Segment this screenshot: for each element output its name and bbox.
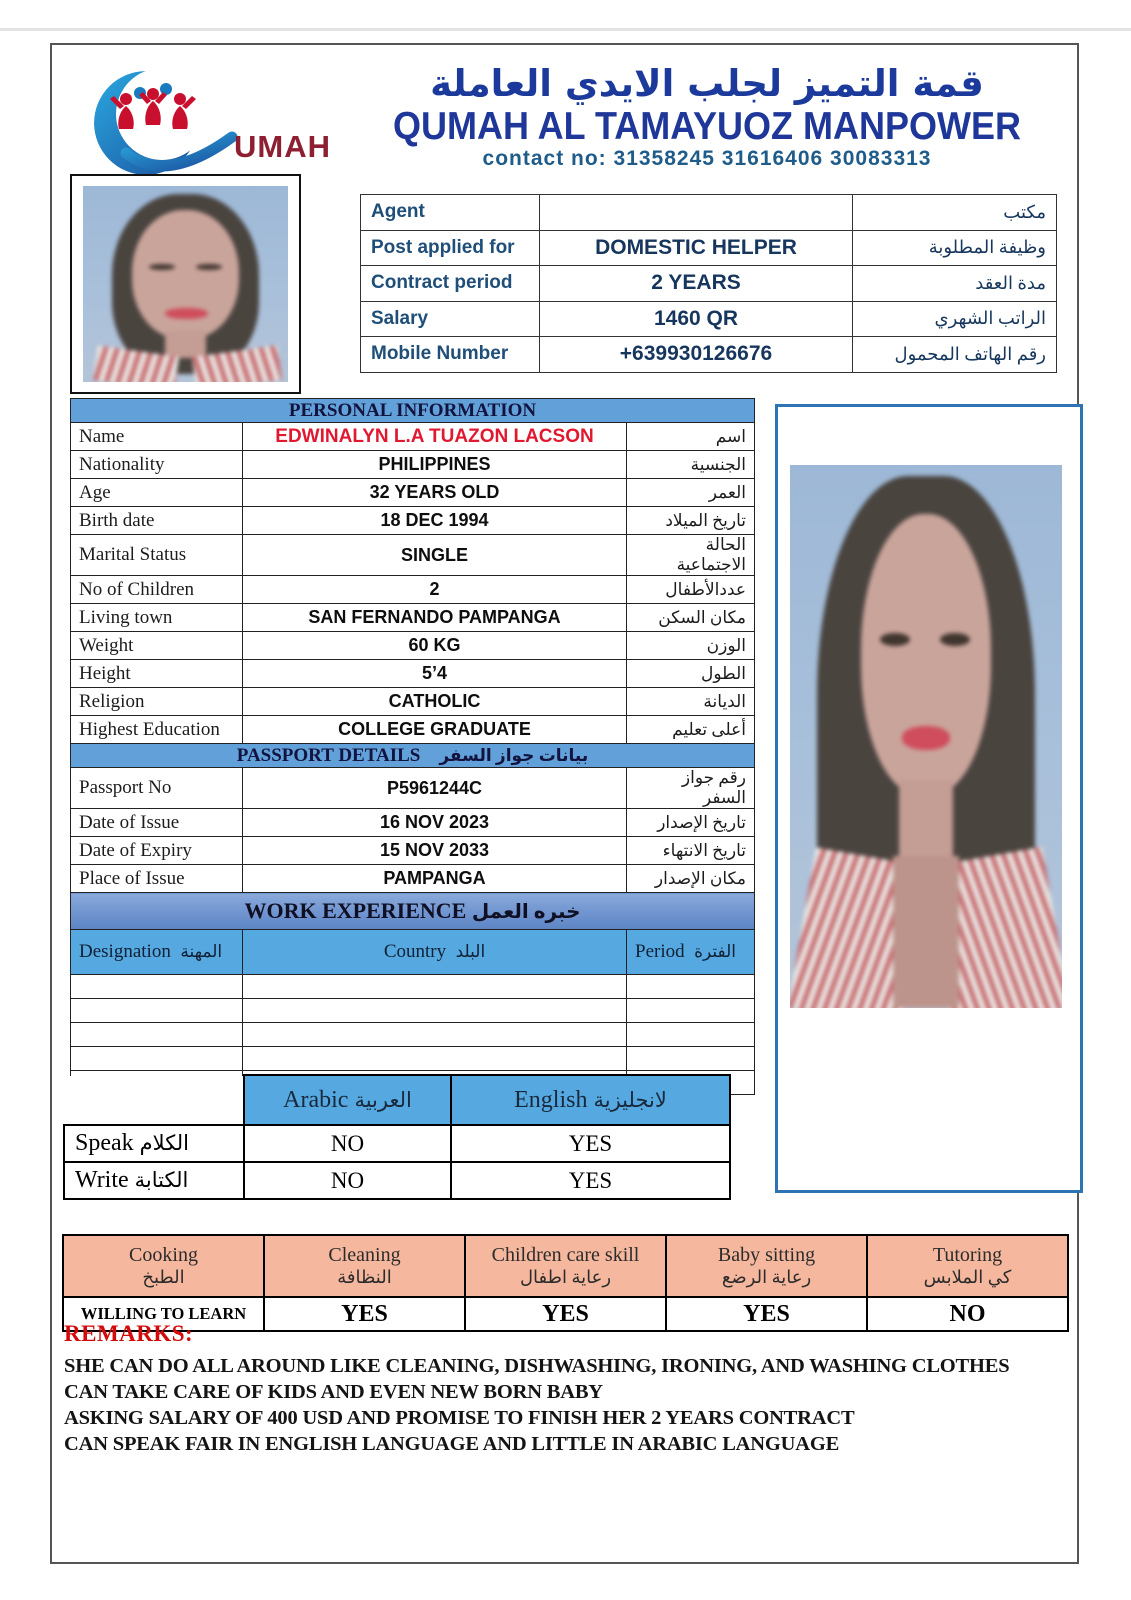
contact-numbers: contact no: 31358245 31616406 30083313: [482, 147, 932, 171]
work-experience-empty-row: [71, 1023, 755, 1047]
work-experience-empty-row: [71, 999, 755, 1023]
agent-label: Agent: [361, 195, 540, 231]
table-row: [361, 337, 1057, 373]
work-experience-empty-row: [71, 1047, 755, 1071]
field-label-arabic: رقم جواز السفر: [627, 768, 755, 809]
name-value: EDWINALYN L.A TUAZON LACSON: [243, 423, 627, 451]
mobile-value: +639930126676: [540, 337, 853, 373]
empty-corner-cell: [64, 1075, 244, 1125]
children-care-value: YES: [465, 1297, 666, 1331]
scan-artifact-line: [0, 28, 1131, 31]
mobile-label-arabic: رقم الهاتف المحمول: [853, 337, 1057, 373]
table-row: [71, 632, 755, 660]
remark-line: ASKING SALARY OF 400 USD AND PROMISE TO FINISH HER 2 YEARS CONTRACT: [64, 1407, 855, 1429]
field-label: Weight: [71, 632, 243, 660]
remark-line: CAN SPEAK FAIR IN ENGLISH LANGUAGE AND LITTLE IN ARABIC LANGUAGE: [64, 1433, 840, 1455]
marital-status-value: SINGLE: [243, 535, 627, 576]
age-value: 32 YEARS OLD: [243, 479, 627, 507]
table-row: [71, 865, 755, 893]
height-value: 5’4: [243, 660, 627, 688]
table-row: [71, 716, 755, 744]
expiry-date-value: 15 NOV 2033: [243, 837, 627, 865]
field-label-arabic: الوزن: [627, 632, 755, 660]
portrait-art: [790, 465, 1062, 1008]
applicant-photo-small: [70, 174, 301, 394]
cooking-header: Cooking الطبخ: [63, 1235, 264, 1297]
letterhead: [352, 63, 1062, 171]
designation-column-header: Designation المهنة: [71, 930, 243, 975]
nationality-value: PHILIPPINES: [243, 451, 627, 479]
table-row: [71, 507, 755, 535]
work-experience-header: [71, 893, 755, 930]
section-header-personal: [71, 399, 755, 423]
field-label: Height: [71, 660, 243, 688]
tutoring-value: NO: [867, 1297, 1068, 1331]
table-row: [361, 230, 1057, 266]
children-care-header: Children care skill رعاية اطفال: [465, 1235, 666, 1297]
portrait-image: [83, 186, 288, 382]
passport-header-ar: بيانات جواز السفر: [439, 745, 589, 765]
issue-place-value: PAMPANGA: [243, 865, 627, 893]
table-row: [71, 768, 755, 809]
field-label: Age: [71, 479, 243, 507]
field-label-arabic: تاريخ الإصدار: [627, 809, 755, 837]
field-label-arabic: الطول: [627, 660, 755, 688]
baby-sitting-value: YES: [666, 1297, 867, 1331]
contract-label-arabic: مدة العقد: [853, 266, 1057, 302]
field-label: Name: [71, 423, 243, 451]
portrait-art: [83, 186, 288, 382]
table-row: [71, 535, 755, 576]
table-row: [71, 451, 755, 479]
birthdate-value: 18 DEC 1994: [243, 507, 627, 535]
table-row: [71, 479, 755, 507]
salary-value: 1460 QR: [540, 301, 853, 337]
field-label-arabic: أعلى تعليم: [627, 716, 755, 744]
remarks-title: REMARKS:: [64, 1321, 194, 1346]
religion-value: CATHOLIC: [243, 688, 627, 716]
personal-information-table: [70, 398, 755, 1095]
field-label-arabic: العمر: [627, 479, 755, 507]
table-row: [71, 576, 755, 604]
post-value: DOMESTIC HELPER: [540, 230, 853, 266]
field-label: No of Children: [71, 576, 243, 604]
work-exp-header-ar: خبره العمل: [471, 901, 581, 923]
mobile-label: Mobile Number: [361, 337, 540, 373]
cleaning-header: Cleaning النظافة: [264, 1235, 465, 1297]
remark-line: CAN TAKE CARE OF KIDS AND EVEN NEW BORN BABY: [64, 1381, 603, 1403]
table-row: [361, 266, 1057, 302]
arabic-column-header: Arabic العربية: [244, 1075, 451, 1125]
table-row: [71, 660, 755, 688]
passport-no-value: P5961244C: [243, 768, 627, 809]
speak-arabic-value: NO: [244, 1125, 451, 1162]
salary-label: Salary: [361, 301, 540, 337]
post-label-arabic: وظيفة المطلوبة: [853, 230, 1057, 266]
cleaning-value: YES: [264, 1297, 465, 1331]
work-exp-header-en: WORK EXPERIENCE: [244, 898, 467, 923]
salary-label-arabic: الراتب الشهري: [853, 301, 1057, 337]
agent-value: [540, 195, 853, 231]
field-label: Birth date: [71, 507, 243, 535]
field-label-arabic: مكان الإصدار: [627, 865, 755, 893]
field-label: Marital Status: [71, 535, 243, 576]
field-label: Nationality: [71, 451, 243, 479]
section-header-passport: [71, 744, 755, 768]
applicant-photo-large: [775, 404, 1083, 1193]
field-label-arabic: الجنسية: [627, 451, 755, 479]
table-row: [71, 809, 755, 837]
table-row: [361, 301, 1057, 337]
period-column-header: Period الفترة: [627, 930, 755, 975]
country-column-header: Country البلد: [243, 930, 627, 975]
agency-title-arabic: قمة التميز لجلب الايدي العاملة: [430, 62, 984, 105]
baby-sitting-header: Baby sitting رعاية الرضع: [666, 1235, 867, 1297]
field-label: Religion: [71, 688, 243, 716]
tutoring-header: Tutoring كي الملابس: [867, 1235, 1068, 1297]
speak-label: Speak الكلام: [64, 1125, 244, 1162]
table-row: [361, 195, 1057, 231]
post-label: Post applied for: [361, 230, 540, 266]
contract-label: Contract period: [361, 266, 540, 302]
table-row: [71, 423, 755, 451]
children-value: 2: [243, 576, 627, 604]
field-label-arabic: الديانة: [627, 688, 755, 716]
personal-info-header: PERSONAL INFORMATION: [71, 399, 755, 423]
section-header-work-experience: [71, 893, 755, 930]
field-label-arabic: مكان السكن: [627, 604, 755, 632]
field-label: Passport No: [71, 768, 243, 809]
write-arabic-value: NO: [244, 1162, 451, 1199]
work-experience-empty-row: [71, 975, 755, 999]
issue-date-value: 16 NOV 2023: [243, 809, 627, 837]
logo-wordmark: UMAH: [234, 129, 331, 164]
table-row: [71, 688, 755, 716]
field-label: Highest Education: [71, 716, 243, 744]
table-row: [71, 604, 755, 632]
skills-header-row: [63, 1235, 1068, 1297]
field-label: Date of Issue: [71, 809, 243, 837]
household-skills-table: [62, 1234, 1069, 1332]
portrait-image: [790, 465, 1062, 1008]
cooking-value: WILLING TO LEARN: [63, 1297, 264, 1331]
work-experience-columns: [71, 930, 755, 975]
living-town-value: SAN FERNANDO PAMPANGA: [243, 604, 627, 632]
language-header-row: [64, 1075, 730, 1125]
language-skills-table: [63, 1074, 731, 1200]
remark-line: SHE CAN DO ALL AROUND LIKE CLEANING, DISHWASHING, IRONING, AND WASHING CLOTHES: [64, 1355, 1010, 1377]
write-label: Write الكتابة: [64, 1162, 244, 1199]
education-value: COLLEGE GRADUATE: [243, 716, 627, 744]
agent-label-arabic: مكتب: [853, 195, 1057, 231]
speak-row: [64, 1125, 730, 1162]
agency-logo: [74, 67, 374, 179]
field-label: Place of Issue: [71, 865, 243, 893]
field-label-arabic: الحالة الاجتماعية: [627, 535, 755, 576]
contract-value: 2 YEARS: [540, 266, 853, 302]
passport-details-header: [71, 744, 755, 768]
field-label: Living town: [71, 604, 243, 632]
speak-english-value: YES: [451, 1125, 730, 1162]
write-row: [64, 1162, 730, 1199]
weight-value: 60 KG: [243, 632, 627, 660]
write-english-value: YES: [451, 1162, 730, 1199]
field-label-arabic: تاريخ الانتهاء: [627, 837, 755, 865]
field-label: Date of Expiry: [71, 837, 243, 865]
agency-title-english: QUMAH AL TAMAYUOZ MANPOWER: [393, 102, 1021, 148]
field-label-arabic: عددالأطفال: [627, 576, 755, 604]
field-label-arabic: تاريخ الميلاد: [627, 507, 755, 535]
english-column-header: English لانجليزية: [451, 1075, 730, 1125]
table-row: [71, 837, 755, 865]
application-summary-table: [360, 194, 1057, 373]
bio-data-page: [50, 43, 1079, 1564]
remarks-section: [64, 1321, 1054, 1457]
field-label-arabic: اسم: [627, 423, 755, 451]
passport-header-en: PASSPORT DETAILS: [236, 744, 421, 766]
